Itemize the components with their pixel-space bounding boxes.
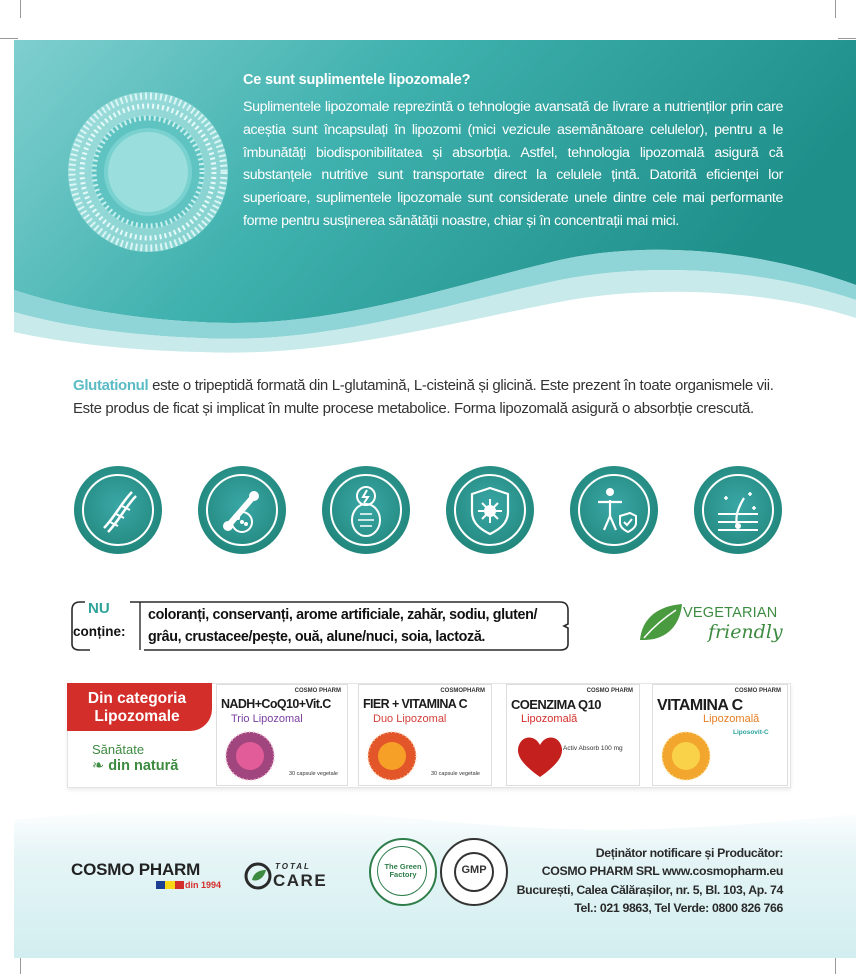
product-box: COSMO PHARM COENZIMA Q10 Lipozomală Activ Absorb 100 mg	[506, 684, 640, 786]
product-box: COSMO PHARM VITAMINA C Lipozomală Liposovit-C	[652, 684, 788, 786]
glutathione-intro	[73, 374, 785, 420]
brand-care: CARE	[273, 871, 328, 890]
intro-text: este o tripeptidă formată din L-glutamină, L-cisteină și glicină. Este prezent în toate organismele vii. Este produs de ficat și implicat în multe procese metabolice. Forma lipozomală asigură o absorbție crescută.	[73, 377, 774, 417]
muscle-energy-icon	[322, 466, 410, 554]
contine-label: conține:	[73, 624, 126, 639]
intro-highlight: Glutationul	[73, 377, 149, 394]
product-box: COSMO PHARM NADH+CoQ10+Vit.C Trio Lipozomal 30 capsule vegetale	[216, 684, 348, 786]
vegetarian-label: VEGETARIAN	[683, 605, 778, 621]
bone-cell-icon	[198, 466, 286, 554]
product-box: COSMOPHARM FIER + VITAMINA C Duo Lipozomal 30 capsule vegetale	[358, 684, 492, 786]
nu-label: NU	[88, 600, 110, 617]
liposome-illustration	[66, 90, 230, 254]
hero-description: Suplimentele lipozomale reprezintă o tehnologie avansată de livrare a nutrienților prin care aceștia sunt încapsulați în lipozomi (mici vezicule asemănătoare celulelor), pentru a le îmbunătăți biodisponibilitatea și absorbția. Astfel, tehnologia lipozomală asigură că substanțele nutritive sunt transportate direct la celulele țintă. Datorită eficienței lor superioare, suplimentele lipozomale sunt considerate unele dintre cele mai performante forme pentru susținerea sănătății noastre, chiar și în concentrații mai mici.	[243, 99, 783, 229]
company-logo: COSMO PHARM	[71, 860, 201, 879]
green-factory-seal: The Green Factory	[369, 838, 437, 906]
skin-hair-icon	[694, 466, 782, 554]
company-since: din 1994	[185, 880, 222, 890]
slogan-line1: Sănătate	[92, 742, 145, 757]
gmp-seal: GMP	[440, 838, 508, 906]
dna-icon	[74, 466, 162, 554]
friendly-label: friendly	[708, 621, 783, 643]
manufacturer-info: Deținător notificare și Producător: COSMO PHARM SRL www.cosmopharm.eu București, Calea Călărașilor, nr. 5, Bl. 103, Ap. 74 Tel.: 021 9863, Tel Verde: 0800 826 766	[516, 846, 783, 915]
body-protection-icon	[570, 466, 658, 554]
immune-shield-icon	[446, 466, 534, 554]
brand-total: TOTAL	[275, 862, 311, 871]
romania-flag-icon	[156, 881, 184, 889]
leaf-icon	[636, 600, 686, 644]
slogan-line2: ❧ din natură	[92, 758, 179, 774]
hero-title: Ce sunt suplimentele lipozomale?	[243, 72, 471, 88]
free-from-list: coloranți, conservanți, arome artificiale, zahăr, sodiu, gluten/ grâu, crustacee/pește, ouă, alune/nuci, soia, lactoză.	[148, 607, 538, 645]
total-care-leaf-icon	[244, 862, 272, 890]
category-text: Din categoria Lipozomale	[87, 690, 187, 725]
